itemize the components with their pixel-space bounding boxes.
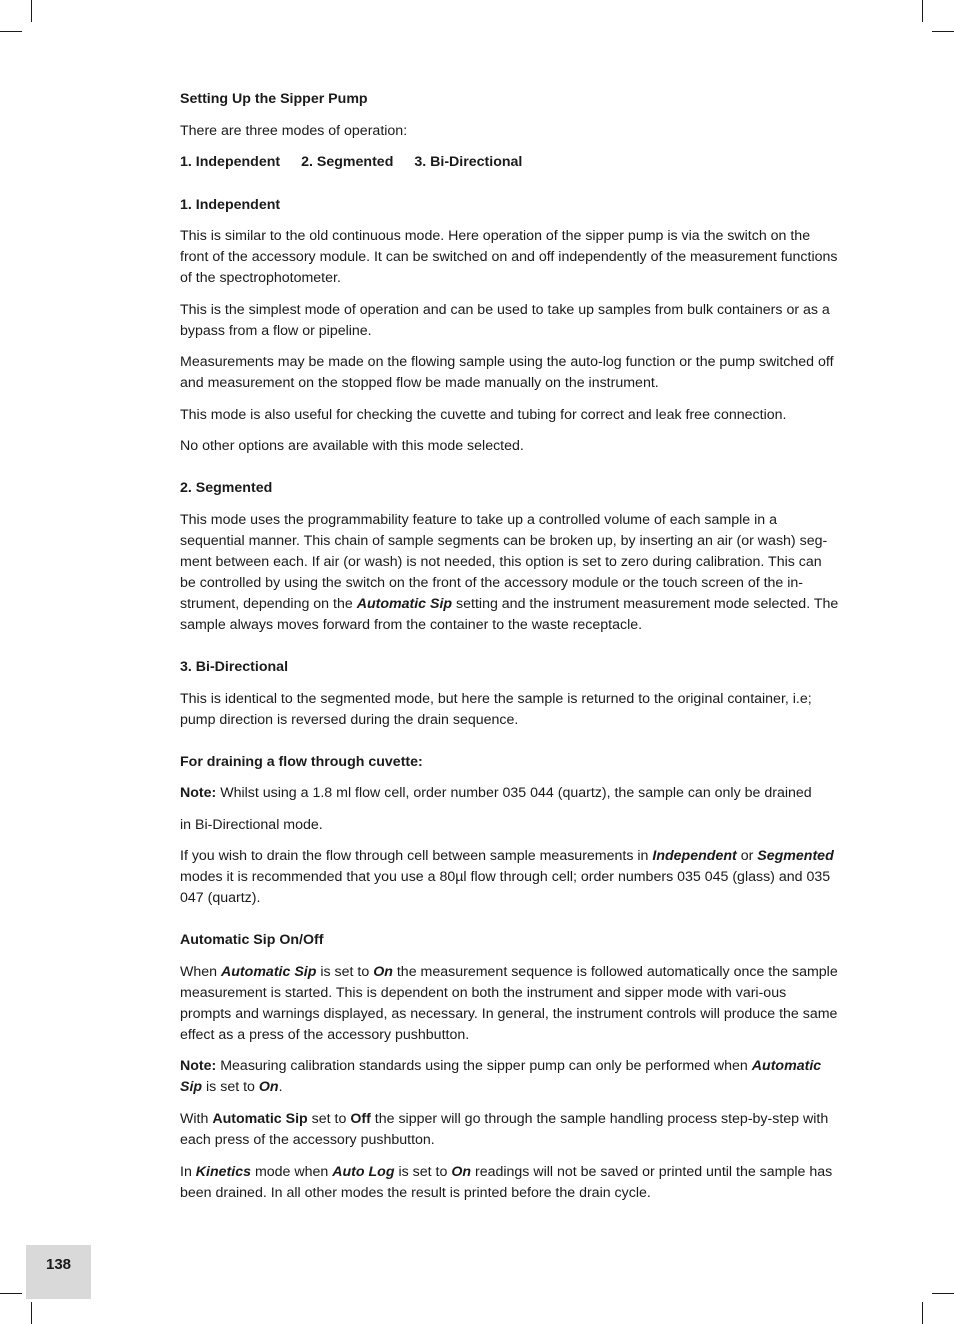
text-run: or (740, 848, 754, 864)
text-run: set to (311, 1111, 347, 1127)
section-title: Setting Up the Sipper Pump (180, 91, 368, 107)
page-number: 138 (45, 1256, 72, 1273)
draining-heading: For draining a flow through cuvette: (180, 754, 423, 770)
page-number-box (26, 1245, 91, 1299)
independent-paragraph: This is the simplest mode of operation and can be used to take up samples from bulk containers or as a bypass from a flow or pipeline. (180, 302, 830, 339)
independent-paragraph: This mode is also useful for checking the cuvette and tubing for correct and leak free connection. (180, 407, 787, 423)
autosip-heading: Automatic Sip On/Off (180, 932, 324, 948)
autosip-paragraph (180, 1109, 840, 1151)
crop-mark (0, 31, 22, 32)
emphasis: On (373, 964, 393, 980)
crop-mark (31, 1302, 32, 1324)
emphasis: Auto Log (332, 1164, 395, 1180)
intro-text: There are three modes of operation: (180, 123, 408, 139)
emphasis: On (258, 1079, 279, 1095)
crop-mark (932, 1293, 954, 1294)
mode-item: 1. Independent (180, 154, 281, 170)
text-run: is set to (398, 1164, 448, 1180)
autosip-paragraph (180, 962, 840, 1046)
text-run: is set to (320, 964, 370, 980)
text-run: setting and the instrument measurement mode selected. The sample always moves forward from the container to the waste receptacle. (180, 596, 839, 633)
text-run: In (180, 1164, 192, 1180)
text-run: is set to (206, 1079, 255, 1095)
text-run: Measuring calibration standards using the sipper pump can only be performed when (220, 1058, 748, 1074)
draining-note-continued: in Bi-Directional mode. (180, 817, 323, 833)
mode-item: 2. Segmented (301, 154, 394, 170)
text-run: the sipper will go through the sample handling process step-by-step with each press of the accessory pushbutton. (180, 1111, 829, 1148)
text-run: Whilst using a 1.8 ml flow cell, order number 035 044 (quartz), the sample can only be drained (220, 785, 812, 801)
emphasis: Kinetics (195, 1164, 251, 1180)
independent-paragraph: No other options are available with this mode selected. (180, 438, 524, 454)
crop-mark (932, 31, 954, 32)
draining-paragraph (180, 846, 840, 909)
segmented-heading: 2. Segmented (180, 480, 273, 496)
emphasis: On (451, 1164, 472, 1180)
page-content (180, 89, 840, 1204)
independent-paragraph: Measurements may be made on the flowing sample using the auto-log function or the pump switched off and measurement on the stopped flow be made manually on the instrument. (180, 354, 834, 391)
emphasis: Automatic Sip (356, 596, 453, 612)
independent-paragraph: This is similar to the old continuous mode. Here operation of the sipper pump is via the switch on the front of the accessory module. It can be switched on and off independently of the measurement functions of the spectrophotometer. (180, 228, 838, 286)
crop-mark (922, 0, 923, 22)
emphasis: Off (350, 1111, 371, 1127)
text-run: . (278, 1079, 283, 1095)
text-run: readings will not be saved or printed until the sample has been drained. In all other modes the result is printed before the drain cycle. (180, 1164, 833, 1201)
text-run: When (180, 964, 218, 980)
note-label: Note: (180, 785, 217, 801)
text-run: If you wish to drain the flow through cell between sample measurements in (180, 848, 649, 864)
emphasis: Automatic Sip (221, 964, 317, 980)
text-run: modes it is recommended that you use a 80µl flow through cell; order numbers 035 045 (glass) and 035 047 (quartz). (180, 869, 831, 906)
bidirectional-paragraph: This is identical to the segmented mode, but here the sample is returned to the original container, i.e; pump direction is reversed during the drain sequence. (180, 691, 812, 728)
independent-heading: 1. Independent (180, 197, 281, 213)
mode-item: 3. Bi-Directional (414, 154, 523, 170)
note-label: Note: (180, 1058, 217, 1074)
autosip-paragraph (180, 1162, 840, 1204)
emphasis: Automatic Sip (212, 1111, 308, 1127)
emphasis: Segmented (757, 848, 834, 864)
text-run: This mode uses the programmability feature to take up a controlled volume of each sample in a sequential manner. This chain of sample segments can be broken up, by inserting an air (or wash) seg-ment between each. If air (or wash) is not needed, this option is set to zero during calibration. This can be controlled by using the switch on the front of the accessory module or the touch screen of the in-strument, depending on the (180, 512, 828, 612)
crop-mark (31, 0, 32, 22)
crop-mark (0, 1293, 22, 1294)
crop-mark (922, 1302, 923, 1324)
draining-note (180, 783, 840, 804)
modes-list (180, 152, 840, 173)
segmented-paragraph (180, 510, 840, 636)
autosip-note (180, 1056, 840, 1098)
emphasis: Independent (652, 848, 737, 864)
text-run: mode when (254, 1164, 329, 1180)
emphasis: Automatic Sip (180, 1058, 822, 1095)
bidirectional-heading: 3. Bi-Directional (180, 659, 289, 675)
text-run: the measurement sequence is followed automatically once the sample measurement is started. This is dependent on both the instrument and sipper mode with vari-ous prompts and warnings displayed, as necessary. In general, the instrument controls will produce the same effect as a press of the accessory pushbutton. (180, 964, 838, 1043)
text-run: With (180, 1111, 209, 1127)
